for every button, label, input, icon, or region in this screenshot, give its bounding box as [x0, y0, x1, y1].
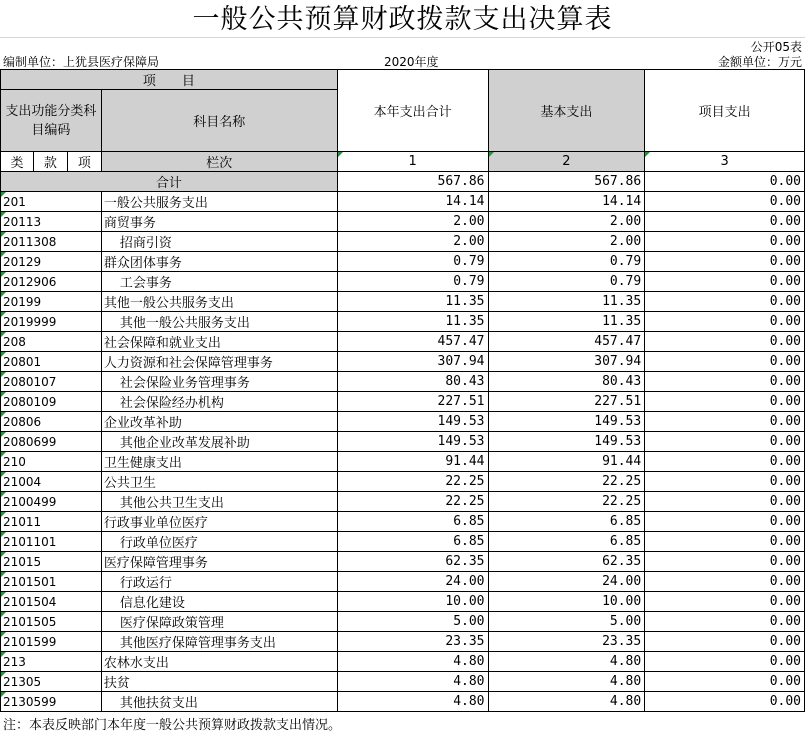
- row-basic: 62.35: [488, 552, 645, 572]
- row-total: 457.47: [337, 332, 488, 352]
- table-row: [1, 332, 805, 352]
- row-code: 20129: [1, 252, 102, 272]
- row-basic: 11.35: [488, 312, 645, 332]
- row-project: 0.00: [645, 652, 805, 672]
- table-row: [1, 372, 805, 392]
- row-project: 0.00: [645, 392, 805, 412]
- table-row: [1, 232, 805, 252]
- total-project: 0.00: [645, 172, 805, 192]
- row-subject-name: 医疗保障政策管理: [101, 612, 337, 632]
- row-code: 2100499: [1, 492, 102, 512]
- table-row: [1, 472, 805, 492]
- row-project: 0.00: [645, 312, 805, 332]
- row-total: 11.35: [337, 292, 488, 312]
- row-subject-name: 行政单位医疗: [101, 532, 337, 552]
- total-basic: 567.86: [488, 172, 645, 192]
- row-subject-name: 行政运行: [101, 572, 337, 592]
- row-subject-name: 群众团体事务: [101, 252, 337, 272]
- row-subject-name: 卫生健康支出: [101, 452, 337, 472]
- header-col-basic: 基本支出: [488, 70, 645, 152]
- row-project: 0.00: [645, 372, 805, 392]
- row-basic: 23.35: [488, 632, 645, 652]
- row-total: 149.53: [337, 412, 488, 432]
- title-divider: [0, 37, 805, 38]
- row-code: 20806: [1, 412, 102, 432]
- header-col-total: 本年支出合计: [337, 70, 488, 152]
- row-code: 213: [1, 652, 102, 672]
- row-basic: 2.00: [488, 212, 645, 232]
- form-number: 公开05表: [750, 40, 802, 54]
- expenditure-table: [0, 69, 805, 712]
- header-kuan: 款: [33, 152, 67, 172]
- row-project: 0.00: [645, 552, 805, 572]
- row-basic: 22.25: [488, 472, 645, 492]
- row-total: 11.35: [337, 312, 488, 332]
- table-row: [1, 352, 805, 372]
- row-project: 0.00: [645, 492, 805, 512]
- row-project: 0.00: [645, 532, 805, 552]
- row-project: 0.00: [645, 512, 805, 532]
- table-row: [1, 292, 805, 312]
- header-index-3: 3: [645, 152, 805, 172]
- row-subject-name: 其他一般公共服务支出: [101, 312, 337, 332]
- row-code: 2101501: [1, 572, 102, 592]
- header-index-2: 2: [488, 152, 645, 172]
- row-basic: 307.94: [488, 352, 645, 372]
- table-row: [1, 632, 805, 652]
- row-basic: 22.25: [488, 492, 645, 512]
- row-project: 0.00: [645, 352, 805, 372]
- row-code: 21004: [1, 472, 102, 492]
- row-code: 20113: [1, 212, 102, 232]
- table-row: [1, 272, 805, 292]
- row-code: 2080699: [1, 432, 102, 452]
- row-project: 0.00: [645, 432, 805, 452]
- row-basic: 14.14: [488, 192, 645, 212]
- row-total: 80.43: [337, 372, 488, 392]
- row-subject-name: 公共卫生: [101, 472, 337, 492]
- row-project: 0.00: [645, 212, 805, 232]
- row-total: 14.14: [337, 192, 488, 212]
- row-total: 2.00: [337, 232, 488, 252]
- table-row: [1, 192, 805, 212]
- table-row: [1, 252, 805, 272]
- row-total: 62.35: [337, 552, 488, 572]
- row-code: 2101504: [1, 592, 102, 612]
- header-item: 项 目: [1, 70, 338, 90]
- row-total: 2.00: [337, 212, 488, 232]
- row-basic: 6.85: [488, 512, 645, 532]
- table-row: [1, 532, 805, 552]
- table-row: [1, 672, 805, 692]
- header-lanci: 栏次: [101, 152, 337, 172]
- row-total: 149.53: [337, 432, 488, 452]
- row-basic: 5.00: [488, 612, 645, 632]
- row-project: 0.00: [645, 292, 805, 312]
- row-basic: 149.53: [488, 412, 645, 432]
- row-subject-name: 扶贫: [101, 672, 337, 692]
- row-basic: 24.00: [488, 572, 645, 592]
- row-total: 5.00: [337, 612, 488, 632]
- row-code: 2101505: [1, 612, 102, 632]
- row-basic: 11.35: [488, 292, 645, 312]
- row-project: 0.00: [645, 272, 805, 292]
- header-func-code: 支出功能分类科目编码: [1, 90, 102, 152]
- row-code: 208: [1, 332, 102, 352]
- row-total: 227.51: [337, 392, 488, 412]
- table-row: [1, 512, 805, 532]
- table-row: [1, 452, 805, 472]
- row-basic: 149.53: [488, 432, 645, 452]
- row-total: 91.44: [337, 452, 488, 472]
- row-project: 0.00: [645, 572, 805, 592]
- row-basic: 0.79: [488, 272, 645, 292]
- row-total: 23.35: [337, 632, 488, 652]
- row-total: 0.79: [337, 252, 488, 272]
- row-subject-name: 农林水支出: [101, 652, 337, 672]
- compiling-unit: 编制单位：上犹县医疗保障局: [3, 55, 160, 69]
- row-subject-name: 商贸事务: [101, 212, 337, 232]
- table-row: [1, 692, 805, 712]
- row-code: 21305: [1, 672, 102, 692]
- row-code: 21015: [1, 552, 102, 572]
- table-row: [1, 212, 805, 232]
- row-project: 0.00: [645, 232, 805, 252]
- row-total: 307.94: [337, 352, 488, 372]
- row-total: 22.25: [337, 472, 488, 492]
- header-lei: 类: [1, 152, 34, 172]
- row-subject-name: 其他企业改革发展补助: [101, 432, 337, 452]
- row-project: 0.00: [645, 252, 805, 272]
- row-code: 20801: [1, 352, 102, 372]
- row-project: 0.00: [645, 692, 805, 712]
- header-xiang: 项: [67, 152, 101, 172]
- row-basic: 4.80: [488, 672, 645, 692]
- row-basic: 6.85: [488, 532, 645, 552]
- row-total: 22.25: [337, 492, 488, 512]
- row-project: 0.00: [645, 612, 805, 632]
- row-code: 21011: [1, 512, 102, 532]
- row-subject-name: 一般公共服务支出: [101, 192, 337, 212]
- row-project: 0.00: [645, 412, 805, 432]
- table-row: [1, 552, 805, 572]
- row-project: 0.00: [645, 472, 805, 492]
- row-code: 210: [1, 452, 102, 472]
- row-project: 0.00: [645, 632, 805, 652]
- row-subject-name: 信息化建设: [101, 592, 337, 612]
- row-subject-name: 其他公共卫生支出: [101, 492, 337, 512]
- row-project: 0.00: [645, 332, 805, 352]
- total-label: 合计: [1, 172, 338, 192]
- row-subject-name: 医疗保障管理事务: [101, 552, 337, 572]
- row-subject-name: 其他医疗保障管理事务支出: [101, 632, 337, 652]
- table-row: [1, 572, 805, 592]
- table-row: [1, 612, 805, 632]
- fiscal-year: 2020年度: [384, 55, 439, 69]
- table-row: [1, 412, 805, 432]
- row-total: 4.80: [337, 692, 488, 712]
- row-basic: 0.79: [488, 252, 645, 272]
- header-col-project: 项目支出: [645, 70, 805, 152]
- table-row: [1, 592, 805, 612]
- row-basic: 227.51: [488, 392, 645, 412]
- table-row: [1, 312, 805, 332]
- row-code: 20199: [1, 292, 102, 312]
- row-subject-name: 企业改革补助: [101, 412, 337, 432]
- row-subject-name: 行政事业单位医疗: [101, 512, 337, 532]
- row-total: 4.80: [337, 672, 488, 692]
- row-basic: 10.00: [488, 592, 645, 612]
- row-project: 0.00: [645, 192, 805, 212]
- table-row: [1, 652, 805, 672]
- row-basic: 2.00: [488, 232, 645, 252]
- row-code: 2012906: [1, 272, 102, 292]
- row-code: 2130599: [1, 692, 102, 712]
- money-unit: 金额单位：万元: [717, 55, 802, 69]
- row-basic: 4.80: [488, 692, 645, 712]
- row-basic: 457.47: [488, 332, 645, 352]
- header-subject-name: 科目名称: [101, 90, 337, 152]
- row-total: 6.85: [337, 532, 488, 552]
- row-total: 0.79: [337, 272, 488, 292]
- row-subject-name: 社会保险业务管理事务: [101, 372, 337, 392]
- row-code: 2019999: [1, 312, 102, 332]
- row-total: 10.00: [337, 592, 488, 612]
- row-code: 201: [1, 192, 102, 212]
- row-subject-name: 社会保障和就业支出: [101, 332, 337, 352]
- row-basic: 4.80: [488, 652, 645, 672]
- row-project: 0.00: [645, 452, 805, 472]
- table-row: [1, 392, 805, 412]
- table-row: [1, 492, 805, 512]
- row-subject-name: 其他一般公共服务支出: [101, 292, 337, 312]
- row-code: 2080107: [1, 372, 102, 392]
- row-total: 6.85: [337, 512, 488, 532]
- row-code: 2101599: [1, 632, 102, 652]
- row-total: 24.00: [337, 572, 488, 592]
- row-code: 2011308: [1, 232, 102, 252]
- row-basic: 91.44: [488, 452, 645, 472]
- row-basic: 80.43: [488, 372, 645, 392]
- row-project: 0.00: [645, 672, 805, 692]
- table-note: 注：本表反映部门本年度一般公共预算财政拨款支出情况。: [3, 718, 342, 733]
- row-code: 2101101: [1, 532, 102, 552]
- row-total: 4.80: [337, 652, 488, 672]
- row-subject-name: 人力资源和社会保障管理事务: [101, 352, 337, 372]
- header-index-1: 1: [337, 152, 488, 172]
- total-amount: 567.86: [337, 172, 488, 192]
- report-title: 一般公共预算财政拨款支出决算表: [192, 4, 613, 35]
- row-subject-name: 招商引资: [101, 232, 337, 252]
- table-row: [1, 432, 805, 452]
- row-subject-name: 社会保险经办机构: [101, 392, 337, 412]
- row-subject-name: 工会事务: [101, 272, 337, 292]
- row-project: 0.00: [645, 592, 805, 612]
- row-subject-name: 其他扶贫支出: [101, 692, 337, 712]
- row-code: 2080109: [1, 392, 102, 412]
